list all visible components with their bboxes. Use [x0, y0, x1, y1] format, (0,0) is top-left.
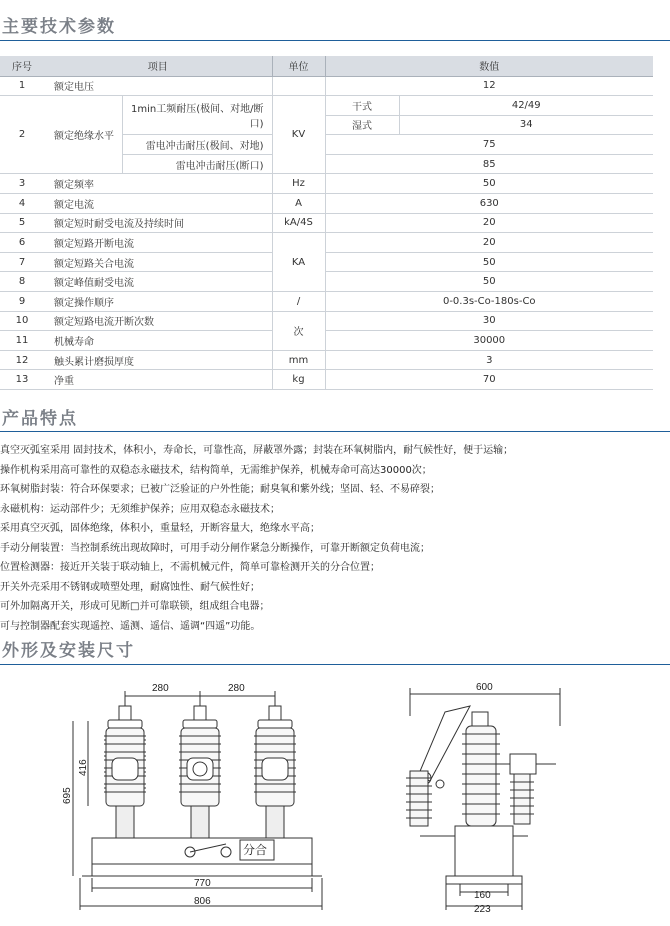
- row-item: 额定短路关合电流: [44, 252, 272, 272]
- row-value: 3: [325, 350, 653, 370]
- dim-height-total: 695: [62, 787, 73, 804]
- row-value: 30: [325, 311, 653, 331]
- pole-1: [104, 706, 146, 838]
- feature-item: 位置检测器：接近开关装于联动轴上，不需机械元件，简单可靠检测开关的分合位置；: [0, 562, 380, 573]
- feature-item: 采用真空灭弧，固体绝缘，体积小，重量轻，开断容量大，绝缘水平高；: [0, 523, 320, 534]
- features-list: [0, 441, 670, 636]
- row-item: 额定频率: [44, 174, 272, 194]
- spec-table: [0, 56, 653, 390]
- dimension-drawings: [0, 676, 670, 926]
- row-item: 净重: [44, 370, 272, 390]
- feature-item: 开关外壳采用不锈钢或喷塑处理，耐腐蚀性、耐气候性好；: [0, 581, 260, 593]
- table-row: [0, 174, 653, 194]
- specs-section-title: 主要技术参数: [2, 17, 116, 37]
- row-no: 5: [0, 213, 44, 233]
- specs-title-underline: [0, 40, 670, 41]
- dim-base-outer: 223: [474, 904, 491, 915]
- row-item: 额定短时耐受电流及持续时间: [44, 213, 272, 233]
- side-view-drawing: [406, 682, 560, 915]
- row-value: 85: [325, 154, 653, 174]
- row-unit: kg: [272, 370, 325, 390]
- feature-item: 真空灭弧室采用 固封技术，体积小，寿命长，可靠性高，屏蔽罩外露；封装在环氧树脂内，耐气候性好，便于运输；: [0, 445, 514, 456]
- row-subitem: 1min工频耐压(极间、对地/断口): [122, 96, 272, 135]
- header-no: 序号: [0, 56, 44, 76]
- row-unit: Hz: [272, 174, 325, 194]
- row-no: 7: [0, 252, 44, 272]
- row-no: 8: [0, 272, 44, 292]
- side-base: [446, 876, 522, 884]
- row-no: 4: [0, 194, 44, 214]
- row-unit: [272, 76, 325, 96]
- row-value: 30000: [325, 331, 653, 351]
- dim-base-inner: 160: [474, 890, 491, 901]
- row-no: 2: [0, 96, 44, 174]
- dim-width-outer: 806: [194, 896, 211, 907]
- table-row: [0, 331, 653, 351]
- row-value: 34: [399, 115, 653, 135]
- top-terminal: [472, 712, 488, 726]
- row-value: 20: [325, 213, 653, 233]
- table-row: [0, 96, 653, 116]
- dim-width-side: 600: [476, 682, 493, 693]
- table-row: [0, 194, 653, 214]
- row-unit: 次: [272, 311, 325, 350]
- table-row: [0, 272, 653, 292]
- dim-pitch-right: 280: [228, 683, 245, 694]
- row-value: 70: [325, 370, 653, 390]
- row-item: 额定峰值耐受电流: [44, 272, 272, 292]
- row-item: 额定绝缘水平: [44, 96, 122, 174]
- row-kind: 干式: [325, 96, 399, 116]
- dim-height-pole: 416: [78, 759, 89, 776]
- row-no: 3: [0, 174, 44, 194]
- row-item: 机械寿命: [44, 331, 272, 351]
- row-value: 12: [325, 76, 653, 96]
- dimensions-section-title: 外形及安装尺寸: [2, 641, 135, 661]
- row-unit: KV: [272, 96, 325, 174]
- row-no: 13: [0, 370, 44, 390]
- row-kind: 湿式: [325, 115, 399, 135]
- row-item: 触头累计磨损厚度: [44, 350, 272, 370]
- row-value: 50: [325, 174, 653, 194]
- front-view-drawing: [62, 683, 322, 910]
- dimensions-title-underline: [0, 664, 670, 665]
- row-value: 0-0.3s-Co-180s-Co: [325, 292, 653, 312]
- row-value: 20: [325, 233, 653, 253]
- header-item: 项目: [44, 56, 272, 76]
- pole-2: [179, 706, 221, 838]
- row-item: 额定电压: [44, 76, 272, 96]
- dim-width-inner: 770: [194, 878, 211, 889]
- dim-pitch-left: 280: [152, 683, 169, 694]
- features-title-underline: [0, 431, 670, 432]
- row-no: 10: [0, 311, 44, 331]
- row-unit: mm: [272, 350, 325, 370]
- feature-item: 操作机构采用高可靠性的双稳态永磁技术，结构简单，无需维护保养，机械寿命可高达30000次；: [0, 464, 432, 476]
- row-subitem: 雷电冲击耐压(极间、对地): [122, 135, 272, 155]
- row-no: 9: [0, 292, 44, 312]
- header-value: 数值: [325, 56, 653, 76]
- row-unit: A: [272, 194, 325, 214]
- right-terminal-box: [510, 754, 536, 774]
- features-section-title: 产品特点: [2, 409, 78, 429]
- row-value: 50: [325, 252, 653, 272]
- mechanism-housing: [92, 838, 312, 864]
- table-header-row: [0, 56, 653, 76]
- table-row: [0, 213, 653, 233]
- open-close-label: 分合: [243, 843, 268, 857]
- feature-item: 手动分闸装置：当控制系统出现故障时，可用手动分闸作紧急分断操作，可靠开断额定负荷电流；: [0, 542, 430, 554]
- feature-item: 环氧树脂封装：符合环保要求；已被广泛验证的户外性能；耐臭氧和紫外线；坚固、轻、不易碎裂；: [0, 484, 440, 495]
- table-row: [0, 350, 653, 370]
- row-unit: kA/4S: [272, 213, 325, 233]
- central-insulator: [466, 726, 496, 826]
- row-no: 11: [0, 331, 44, 351]
- feature-item: 可外加隔离开关，形成可见断□并可靠联锁，组成组合电器；: [0, 601, 270, 612]
- header-unit: 单位: [272, 56, 325, 76]
- row-subitem: 雷电冲击耐压(断口): [122, 154, 272, 174]
- row-no: 6: [0, 233, 44, 253]
- table-row: [0, 292, 653, 312]
- row-value: 75: [325, 135, 653, 155]
- table-row: [0, 233, 653, 253]
- row-no: 1: [0, 76, 44, 96]
- table-row: [0, 252, 653, 272]
- row-item: 额定电流: [44, 194, 272, 214]
- table-row: [0, 311, 653, 331]
- row-unit: KA: [272, 233, 325, 292]
- row-item: 额定短路开断电流: [44, 233, 272, 253]
- feature-item: 永磁机构：运动部件少；无须维护保养；应用双稳态永磁技术；: [0, 503, 280, 515]
- row-value: 42/49: [399, 96, 653, 116]
- row-value: 50: [325, 272, 653, 292]
- row-item: 额定短路电流开断次数: [44, 311, 272, 331]
- row-unit: /: [272, 292, 325, 312]
- side-housing: [455, 826, 513, 876]
- row-value: 630: [325, 194, 653, 214]
- table-row: [0, 76, 653, 96]
- row-no: 12: [0, 350, 44, 370]
- feature-item: 可与控制器配套实现遥控、遥测、遥信、遥调“四遥”功能。: [0, 620, 261, 632]
- table-row: [0, 370, 653, 390]
- row-item: 额定操作顺序: [44, 292, 272, 312]
- pole-3: [254, 706, 296, 838]
